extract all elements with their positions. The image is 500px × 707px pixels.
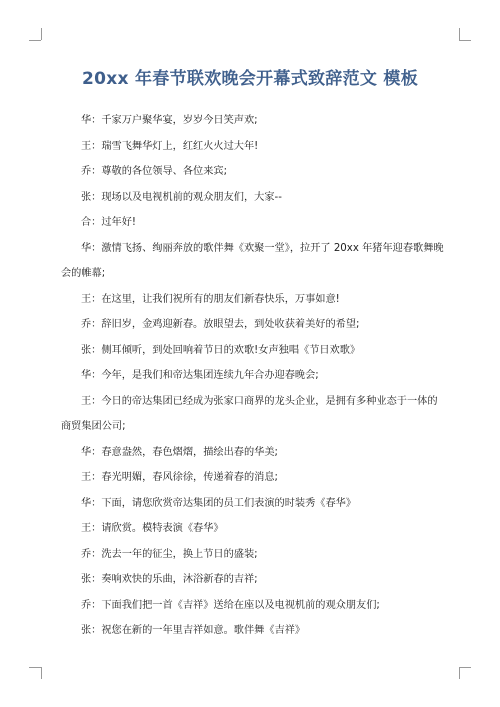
paragraph: 合：过年好! <box>81 217 137 228</box>
paragraph: 乔：下面我们把一首《吉祥》送给在座以及电视机前的观众朋友们; <box>81 599 380 611</box>
paragraph: 王：在这里，让我们祝所有的朋友们新春快乐，万事如意! <box>81 293 340 305</box>
paragraph: 王：春光明媚，春风徐徐，传递着春的消息; <box>81 472 278 483</box>
paragraph: 王：今日的帝达集团已经成为张家口商界的龙头企业，是拥有多种业态于一体的商贸集团公司; <box>61 395 438 432</box>
paragraph: 张：祝您在新的一年里吉祥如意。歌伴舞《吉祥》 <box>81 625 306 636</box>
paragraph: 乔：辞旧岁，金鸡迎新春。放眼望去，到处收获着美好的希望; <box>81 319 360 330</box>
crop-mark-top-left-v <box>41 28 42 40</box>
paragraph: 华：激情飞扬、绚丽奔放的歌伴舞《欢聚一堂》，拉开了 20xx 年猪年迎春歌舞晚会的帷幕; <box>61 242 444 279</box>
document-title: 20xx 年春节联欢晚会开幕式致辞范文 模板 <box>81 69 419 89</box>
paragraph: 王：瑞雪飞舞华灯上，红红火火过大年! <box>81 140 259 152</box>
paragraph: 张：现场以及电视机前的观众朋友们，大家-- <box>81 191 282 203</box>
document-body <box>61 108 446 644</box>
crop-mark-top-left-h <box>29 40 41 41</box>
paragraph: 华：春意盎然，春色熠熠，描绘出春的华美; <box>81 446 278 458</box>
crop-mark-bottom-left-v <box>41 667 42 679</box>
paragraph: 张：侧耳倾听，到处回响着节日的欢歌!女声独唱《节日欢歌》 <box>81 344 361 356</box>
crop-mark-top-right-v <box>459 28 460 40</box>
paragraph: 华：下面，请您欣赏帝达集团的员工们表演的时装秀《春华》 <box>81 497 357 509</box>
crop-mark-bottom-right-h <box>459 667 471 668</box>
paragraph: 王：请欣赏。模特表演《春华》 <box>81 523 224 534</box>
crop-mark-bottom-left-h <box>29 667 41 668</box>
crop-mark-top-right-h <box>459 40 471 41</box>
paragraph: 乔：尊敬的各位领导、各位来宾; <box>81 166 228 177</box>
paragraph: 张：奏响欢快的乐曲，沐浴新春的吉祥; <box>81 574 258 585</box>
crop-mark-bottom-right-v <box>459 667 460 679</box>
paragraph: 华：千家万户聚华宴，岁岁今日笑声欢; <box>81 115 258 126</box>
paragraph: 乔：洗去一年的征尘，换上节日的盛装; <box>81 548 258 560</box>
paragraph: 华：今年，是我们和帝达集团连续九年合办迎春晚会; <box>81 370 319 381</box>
